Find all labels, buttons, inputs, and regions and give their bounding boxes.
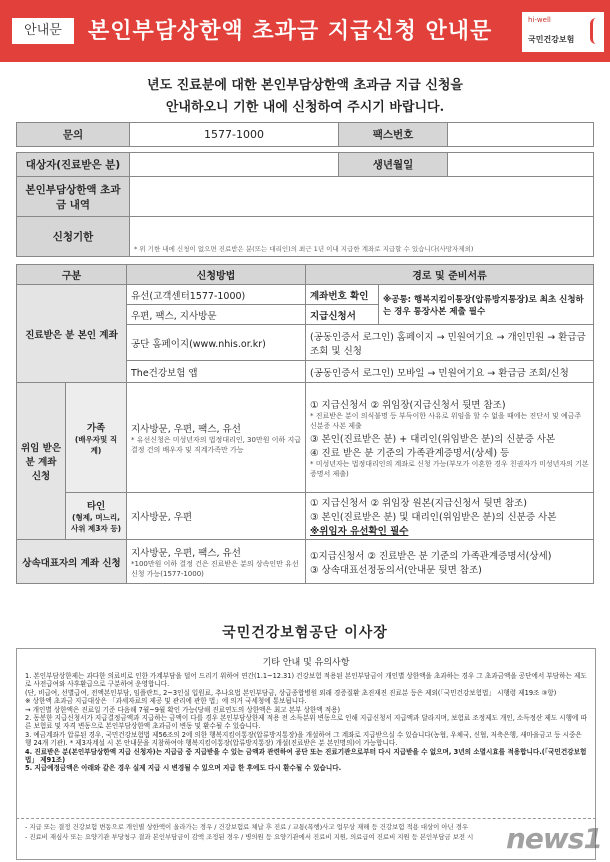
excess-value xyxy=(130,177,594,217)
self-method-mail: 우편, 팩스, 지사방문 xyxy=(127,305,306,325)
excess-label: 본인부담상한액 초과금 내역 xyxy=(17,177,130,217)
self-method-app: The건강보험 앱 xyxy=(127,361,306,383)
family-doc-2: ③ 본인(진료받은 분) + 대리인(위임받은 분)의 신분증 사본 xyxy=(310,433,556,445)
deadline-note: * 위 기한 내에 신청이 없으면 진료받은 분(또는 대리인)의 최근 1년 이내 지급한 계좌로 지급할 수 있습니다(사망자제외) xyxy=(134,245,474,253)
family-method: 지사방문, 우편, 팩스, 유선 xyxy=(131,423,241,435)
heir-label: 상속대표자의 계좌 신청 xyxy=(17,540,127,584)
notes-box xyxy=(16,648,596,819)
deadline-label: 신청기한 xyxy=(17,217,130,257)
heir-doc-1: ①지급신청서 ② 진료받은 분 기준의 가족관계증명서(상세) xyxy=(310,550,552,562)
col-method: 신청방법 xyxy=(127,265,306,285)
note-item: 4. 진료받은 분(본인부담상한액 지급 신청자)는 지급금 중 지급받을 수 있는 금액과 관련하여 공단 또는 진료기관으로부터 다시 지급받을 수 없으며, 3년의 소멸시효를 적용합니다.(「국민건강보험법」 제91조) xyxy=(25,747,587,765)
news1-watermark: news1 xyxy=(506,822,602,855)
footnote-item: - 지급 또는 결정 건강보험 변동으로 개인별 상한액이 올라가는 경우 / 건강보험료 체납 후 진료 / 교통(폭행)사고 업무상 재해 등 건강보험 적용 대상이 아닌 경우 xyxy=(25,823,469,831)
col-type: 구분 xyxy=(17,265,127,285)
fax-label: 팩스번호 xyxy=(339,123,448,147)
logo-text: 국민건강보험 xyxy=(528,35,575,44)
self-method-phone: 유선(고객센터1577-1000) xyxy=(127,285,306,305)
target-label: 대상자(진료받은 분) xyxy=(17,153,130,177)
intro-line-1: 년도 진료분에 대한 본인부담상한액 초과금 지급 신청을 xyxy=(147,78,463,93)
col-docs: 경로 및 준비서류 xyxy=(306,265,594,285)
fax-value xyxy=(448,123,594,147)
logo-subtext: hi-well xyxy=(528,16,551,24)
signature: 국민건강보험공단 이사장 xyxy=(222,625,388,641)
info-table xyxy=(16,122,594,257)
note-item: 5. 지급예정금액은 아래와 같은 경우 실제 지급 시 변경될 수 있으며 지급 한 후에도 다시 환수될 수 있습니다. xyxy=(25,764,342,773)
other-sub: (형제, 며느리, 사위 제3자 등) xyxy=(70,513,122,533)
header-banner xyxy=(0,0,610,62)
footnote-item: - 진료비 재심사 또는 요양기관 부당청구 결과 본인부담금이 감액 조정된 경우 / 병의원 등 요양기관에서 진료비 지원, 의료급여 진료비 지원 등 본인부담금 보전 시 xyxy=(25,833,474,842)
self-doc-common: ※공통: 행복지킴이통장(압류방지통장)로 최초 신청하는 경우 통장사본 제출 필수 xyxy=(379,285,594,325)
notice-tag: 안내문 xyxy=(12,18,74,44)
other-label: 타인 xyxy=(86,501,106,512)
note-item: 3. 예금계좌가 압류된 경우, 국민건강보험법 제56조의 2에 의한 행복지킴이통장(압류방지통장)을 개설하여 그 계좌로 지급받으실 수 있습니다(농협, 우체국, 신협, 저축은행, 새마을금고 등 시중은행 24개 기관). * 제3자계설 시 본 안내문을 지참하여야 행복지킴이통장(압류방지통장) 개설(진료받은 분 본인명의)이 가능합니다. xyxy=(25,730,582,748)
self-doc-account: 계좌번호 확인 xyxy=(306,285,379,305)
target-value xyxy=(130,153,339,177)
family-method-note: * 유선신청은 미성년자의 법정대리인, 30만원 이하 지급결정 건의 배우자 및 직계가족만 가능 xyxy=(131,435,301,454)
other-doc-1: ① 지급신청서 ② 위임장 원본(지급신청서 뒷면 참조) xyxy=(310,498,527,509)
birth-label: 생년월일 xyxy=(339,153,448,177)
methods-table xyxy=(16,264,594,584)
note-item: → 개인별 상한액은 진료일 기준 다음해 7월~9월 확인 가능(당해 진료연도의 상한액은 최고 본부 상한액 적용) xyxy=(25,705,341,714)
family-sub: (배우자및 직계) xyxy=(74,434,118,455)
contact-value: 1577-1000 xyxy=(130,123,339,147)
note-item: 2. 동봉한 지급신청서가 지급결정금액과 지급하는 금액이 다를 경우 본인부담상한제 적용 전 소득분위 변동으로 인해 지급신청서 지급액과 달라지며, 보험료 조정제도 개인, 소득정산 제도 시행에 따른 보험료 및 자격 변동으로 본인부담상한액 초과금이 변동 및 환수될 수 있습니다. xyxy=(25,714,587,731)
note-item: ※ 상한액 초과금 지급대상은 「과세자료의 제공 및 관리에 관한 법」에 의거 국세청에 통보됩니다. xyxy=(25,697,307,706)
family-doc-1-note: * 진료받은 분이 의식불명 등 부득이한 사유로 위임을 할 수 없을 때에는 진단서 및 예금주 신분증 사본 제출 xyxy=(310,411,582,430)
intro-line-2: 안내하오니 기한 내에 신청하여 주시기 바랍니다. xyxy=(165,100,445,115)
contact-label: 문의 xyxy=(17,123,130,147)
family-doc-3-note: * 미성년자는 법정대리인의 계좌로 신청 가능(부모가 이혼한 경우 친권자가 미성년자의 기본증명서 제출) xyxy=(310,459,589,478)
family-doc-3: ④ 진료 받은 분 기준의 가족관계증명서(상세) 등 xyxy=(310,447,510,459)
notes-title: 기타 안내 및 유의사항 xyxy=(262,658,350,668)
birth-value xyxy=(448,153,594,177)
self-method-web: 공단 홈페이지(www.nhis.or.kr) xyxy=(127,325,306,361)
note-item: (단, 비급여, 선별급여, 전액본인부담, 임플란트, 2~3인실 입원료, 추나요법 본인부담금, 상급종합병원 외래 경증질환 초진재진 진료분 등은 제외(「국민건강보험법」 시행령 제19조 ③항) xyxy=(25,688,557,697)
other-doc-2: ③ 본인(진료받은 분) 및 대리인(위임받은 분)의 신분증 사본 xyxy=(310,512,557,523)
self-doc-app: (공동인증서 로그인) 모바일 → 민원여기요 → 환급금 조회/신청 xyxy=(306,361,594,383)
delegate-label: 위임 받은 분 계좌 신청 xyxy=(17,383,66,540)
heir-method-note: *100만원 이하 결정 건은 진료받은 분의 상속인만 유선신청 가능(1577-1000) xyxy=(131,559,299,578)
document-title: 본인부담상한액 초과금 지급신청 안내문 xyxy=(88,18,493,44)
family-doc-1: ① 지급신청서 ② 위임장(지급신청서 뒷면 참조) xyxy=(310,399,506,411)
nhis-logo xyxy=(522,12,604,52)
other-method: 지사방문, 우편 xyxy=(127,493,306,540)
other-doc-3: ※위임자 유선확인 필수 xyxy=(310,526,409,537)
heir-doc-2: ③ 상속대표선정동의서(안내문 뒷면 참조) xyxy=(310,564,482,576)
logo-mark-icon xyxy=(590,18,603,44)
family-label: 가족 xyxy=(86,422,106,434)
heir-method: 지사방문, 우편, 팩스, 유선 xyxy=(131,547,241,559)
self-account-label: 진료받은 분 본인 계좌 xyxy=(17,285,127,383)
self-doc-web: (공동인증서 로그인) 홈페이지 → 민원여기요 → 개인민원 → 환급금 조회 및 신청 xyxy=(306,325,594,361)
note-item: 1. 본인부담상한제는 과다한 의료비로 인한 가계부담을 덜어 드리기 위하여 연간(1.1~12.31) 건강보험 적용된 본인부담금이 개인별 상한액을 초과하는 경우 그 초과금액을 공단에서 부담하는 제도로 사전급여와 사후환급으로 구분하여 운영합니다. xyxy=(25,672,587,689)
self-doc-form: 지급신청서 xyxy=(306,305,379,325)
